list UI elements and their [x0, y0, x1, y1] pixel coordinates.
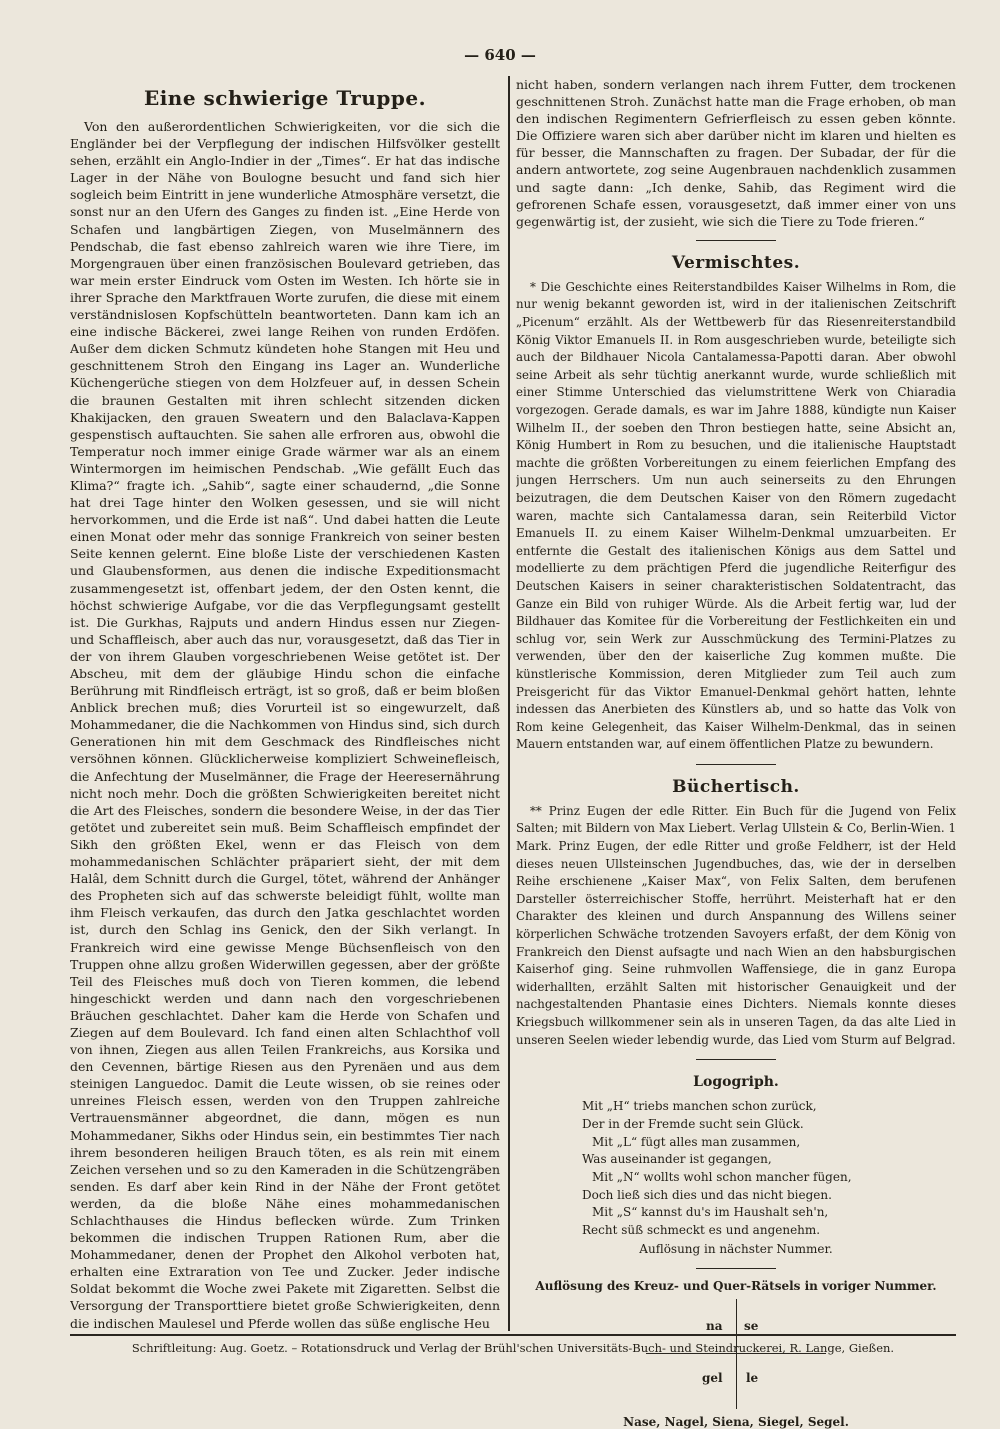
- separator-rule: [696, 1268, 776, 1269]
- poem-line: Recht süß schmeckt es und angenehm.: [582, 1223, 821, 1238]
- article-title: Eine schwierige Truppe.: [143, 86, 427, 110]
- grid-cell: se: [744, 1318, 759, 1333]
- solution-notice: Auflösung in nächster Nummer.: [639, 1241, 833, 1256]
- footer-rule: [70, 1334, 956, 1336]
- logogriph-poem: [582, 1098, 956, 1240]
- poem-line: Mit „S“ kannst du's im Haushalt seh'n,: [592, 1205, 829, 1220]
- article-body: Von den außerordentlichen Schwierigkeiten, vor die sich die Engländer bei der Verpflegung der indischen Hilfsvölker gestellt sehen, erzählt ein Anglo-Indier in der „Times“. Er hat das indische Lager in der Nähe von Boulogne besucht und fand sich hier sogleich beim Eintritt in jene wunderliche Atmosphäre versetzt, die sonst nur an den Ufern des Ganges zu finden ist. „Eine Herde von Schafen und langbärtigen Ziegen, von Muselmännern des Pendschab, die fast ebenso zahlreich waren wie ihre Tiere, im Morgengrauen über einen französischen Boulevard getrieben, das war mein erster Eindruck vom Osten im Westen. Ich hörte sie in ihrer Sprache den Marktfrauen Worte zurufen, die diese mit einem verständnislosen Kopfschütteln beantworteten. Dann kam ich an eine indische Bäckerei, zwei lange Reihen von runden Erdöfen. Außer dem dicken Schmutz kündeten hohe Stangen mit Heu und geschnittenem Stroh den Eingang ins Lager an. Wunderliche Küchengerüche stiegen von dem Holzfeuer auf, in dessen Schein die braunen Gestalten mit ihren schlecht sitzenden dicken Khakijacken, den grauen Sweatern und den Balaclava-Kappen gespenstisch auftauchten. Sie sahen alle erfroren aus, obwohl die Temperatur noch immer einige Grade wärmer war als an einem Wintermorgen im heimischen Pendschab. „Wie gefällt Euch das Klima?“ fragte ich. „Sahib“, sagte einer schaudernd, „die Sonne hat drei Tage hinter den Wolken gesessen, und sie will nicht hervorkommen, und die Erde ist naß“. Und dabei hatten die Leute einen Monat oder mehr das sonnige Frankreich von seiner besten Seite kennen gelernt. Eine bloße Liste der verschiedenen Kasten und Glaubensformen, aus denen die indische Expeditionsmacht zusammengesetzt ist, offenbart jedem, der den Osten kennt, die höchst schwierige Aufgabe, vor die das Verpflegungsamt gestellt ist. Die Gurkhas, Rajputs und andern Hindus essen nur Ziegen- und Schaffleisch, aber auch das nur, vorausgesetzt, daß das Tier in der von ihrem Glauben vorgeschriebenen Weise getötet ist. Der Abscheu, mit dem der gläubige Hindu schon die einfache Berührung mit Rindfleisch erträgt, ist so groß, daß er beim bloßen Anblick brechen muß; dies Vorurteil ist so eingewurzelt, daß Mohammedaner, die die Nachkommen von Hindus sind, sich durch Generationen hin mit dem Geschmack des Rindfleisches nicht versöhnen können. Glücklicherweise kompliziert Schweinefleisch, die Anfechtung der Muselmänner, die Frage der Heeresernährung nicht noch mehr. Doch die größten Schwierigkeiten bereitet nicht die Art des Fleisches, sondern die besondere Weise, in der das Tier getötet und zubereitet sein muß. Beim Schaffleisch empfindet der Sikh den größten Ekel, wenn er das Fleisch von dem mohammedanischen Schlächter präpariert sieht, der mit dem Halâl, dem Schnitt durch die Gurgel, tötet, während der Anhänger des Propheten sich auf das schwerste beleidigt fühlt, wollte man ihm Fleisch verkaufen, das durch den Jatka geschlachtet worden ist, durch den Schlag ins Genick, den der Sikh verlangt. In Frankreich wird eine gewisse Menge Büchsenfleisch von den Truppen ohne allzu großen Widerwillen gegessen, aber der größte Teil des Fleisches muß doch von Tieren kommen, die lebend hingeschickt werden und dann nach den vorgeschriebenen Bräuchen geschlachtet. Daher kam die Herde von Schafen und Ziegen auf dem Boulevard. Ich fand einen alten Schlachthof voll von ihnen, Ziegen aus allen Teilen Frankreichs, aus Korsika und den Cevennen, bärtige Riesen aus den Pyrenäen und aus dem steinigen Languedoc. Damit die Leute wissen, ob sie reines oder unreines Fleisch essen, werden von den Truppen zahlreiche Vertrauensmänner abgeordnet, die dann, mögen es nun Mohammedaner, Sikhs oder Hindus sein, ein bestimmtes Tier nach ihrem besonderen heiligen Brauch töten, es als rein mit einem Zeichen versehen und so zu den Kameraden in die Schützengräben senden. Es darf aber kein Rind in der Nähe der Front getötet werden, da die bloße Nähe eines mohammedanischen Schlachthauses die Hindus beflecken würde. Zum Trinken bekommen die indischen Truppen Rationen Rum, aber die Mohammedaner, denen der Prophet den Alkohol verboten hat, erhalten eine Extraration von Tee und Zucker. Jeder indische Soldat bekommt die Woche zwei Pakete mit Zigaretten. Selbst die Versorgung der Transporttiere bietet große Schwierigkeiten, denn die indischen Maulesel und Pferde wollen das süße englische Heu: [70, 119, 500, 1331]
- solution-answer: Nase, Nagel, Siena, Siegel, Segel.: [623, 1414, 849, 1429]
- grid-cell: le: [746, 1370, 759, 1385]
- logogriph-heading: Logogriph.: [693, 1074, 779, 1091]
- separator-rule: [696, 1059, 776, 1060]
- poem-line: Mit „L“ fügt alles man zusammen,: [592, 1134, 801, 1149]
- buechertisch-body: ** Prinz Eugen der edle Ritter. Ein Buch für die Jugend von Felix Salten; mit Bildern von Max Liebert. Verlag Ullstein & Co, Berlin-Wien. 1 Mark. Prinz Eugen, der edle Ritter und große Feldherr, ist der Held dieses neuen Ullsteinschen Jugendbuches, das, wie der in derselben Reihe erschienene „Kaiser Max“, von Felix Salten, dem berufenen Darsteller österreichischer Stoffe, herrührt. Meisterhaft hat er den Charakter des kleinen und durch Anspannung des Willens seiner körperlichen Schwäche trotzenden Savoyers erfaßt, der dem König von Frankreich den Dienst aufsagte und nach Wien an den habsburgischen Kaiserhof ging. Seine ruhmvollen Waffensiege, die in ganz Europa widerhallten, erzählt Salten mit historischer Genauigkeit und der nachgestaltenden Phantasie eines Dichters. Niemals konnte dieses Kriegsbuch willkommener sein als in unseren Tagen, da das alte Lied in unseren Seelen wieder lebendig wurde, das Lied vom Sturm auf Belgrad.: [516, 803, 956, 1047]
- buechertisch-heading: Büchertisch.: [672, 776, 800, 797]
- poem-line: Mit „N“ wollts wohl schon mancher fügen,: [592, 1170, 852, 1184]
- column-divider: [508, 76, 510, 1331]
- left-column: [70, 82, 500, 1332]
- separator-rule: [696, 764, 776, 765]
- article-continuation: nicht haben, sondern verlangen nach ihrem Futter, dem trockenen geschnittenen Stroh. Zunächst hatte man die Frage erhoben, ob man den indischen Regimentern Gefrierfleisch zu essen geben könnte. Die Offiziere waren sich aber darüber nicht im klaren und hielten es für besser, die Mannschaften zu fragen. Der Subadar, der für die andern antwortete, zog seine Augenbrauen nachdenklich zusammen und sagte dann: „Ich denke, Sahib, das Regiment wird die gefrorenen Schafe essen, vorausgesetzt, daß immer einer von uns gegenwärtig ist, der zusieht, wie sich die Tiere zu Tode frieren.“: [516, 77, 956, 229]
- separator-rule: [696, 240, 776, 241]
- vermischtes-heading: Vermischtes.: [671, 252, 801, 273]
- page-number: — 640 —: [464, 46, 536, 64]
- imprint-footer: Schriftleitung: Aug. Goetz. – Rotationsdruck und Verlag der Brühl'schen Universitäts-Buch- und Steindruckerei, R. Lange, Gießen.: [131, 1341, 895, 1355]
- solution-heading: Auflösung des Kreuz- und Quer-Rätsels in voriger Nummer.: [535, 1278, 937, 1293]
- grid-cell: na: [706, 1318, 723, 1333]
- poem-line: Mit „H“ triebs manchen schon zurück,: [582, 1099, 817, 1114]
- poem-line: Der in der Fremde sucht sein Glück.: [582, 1116, 804, 1131]
- grid-cell: gel: [702, 1370, 723, 1385]
- right-column: [516, 76, 956, 1429]
- poem-line: Doch ließ sich dies und das nicht biegen.: [582, 1187, 832, 1202]
- poem-line: Was auseinander ist gegangen,: [582, 1152, 772, 1167]
- vermischtes-body: * Die Geschichte eines Reiterstandbildes Kaiser Wilhelms in Rom, die nur wenig bekannt geworden ist, wird in der italienischen Zeitschrift „Picenum“ erzählt. Als der Wettbewerb für das Riesenreiterstandbild König Viktor Emanuels II. in Rom ausgeschrieben wurde, beteiligte sich auch der Bildhauer Nicola Cantalamessa-Papotti daran. Aber obwohl seine Arbeit als sehr tüchtig anerkannt wurde, wurde schließlich mit einer Stimme Unterschied das vielumstrittene Werk von Chiaradia vorgezogen. Gerade damals, es war im Jahre 1888, kündigte nun Kaiser Wilhelm II., der soeben den Thron bestiegen hatte, seine Absicht an, König Humbert in Rom zu besuchen, und die italienische Hauptstadt machte die größten Vorbereitungen zu einem feierlichen Empfang des jungen Herrschers. Um nun auch seinerseits zu den Ehrungen beizutragen, die dem Deutschen Kaiser von den Römern zugedacht waren, machte sich Cantalamessa daran, sein Reiterbild Victor Emanuels II. zu einem Kaiser Wilhelm-Denkmal umzuarbeiten. Er entfernte die Gestalt des italienischen Königs aus dem Sattel und modellierte zu dem prächtigen Pferd die jugendliche Reiterfigur des Deutschen Kaisers in seiner charakteristischen Soldatentracht, das Ganze ein Bild von ruhiger Würde. Als die Arbeit fertig war, lud der Bildhauer das Komitee für die Vorbereitung der Festlichkeiten ein und schlug vor, sein Werk zur Ausschmückung des Termini-Platzes zu verwenden, über den der kaiserliche Zug kommen mußte. Die künstlerische Kommission, deren Mitglieder zum Teil auch zum Preisgericht für das Viktor Emanuel-Denkmal gehört hatten, lehnte indessen das Anerbieten des Künstlers ab, und so hatte das Volk von Rom keine Gelegenheit, das Kaiser Wilhelm-Denkmal, das in seinen Mauern entstanden war, auf einem öffentlichen Platze zu bewundern.: [516, 279, 956, 752]
